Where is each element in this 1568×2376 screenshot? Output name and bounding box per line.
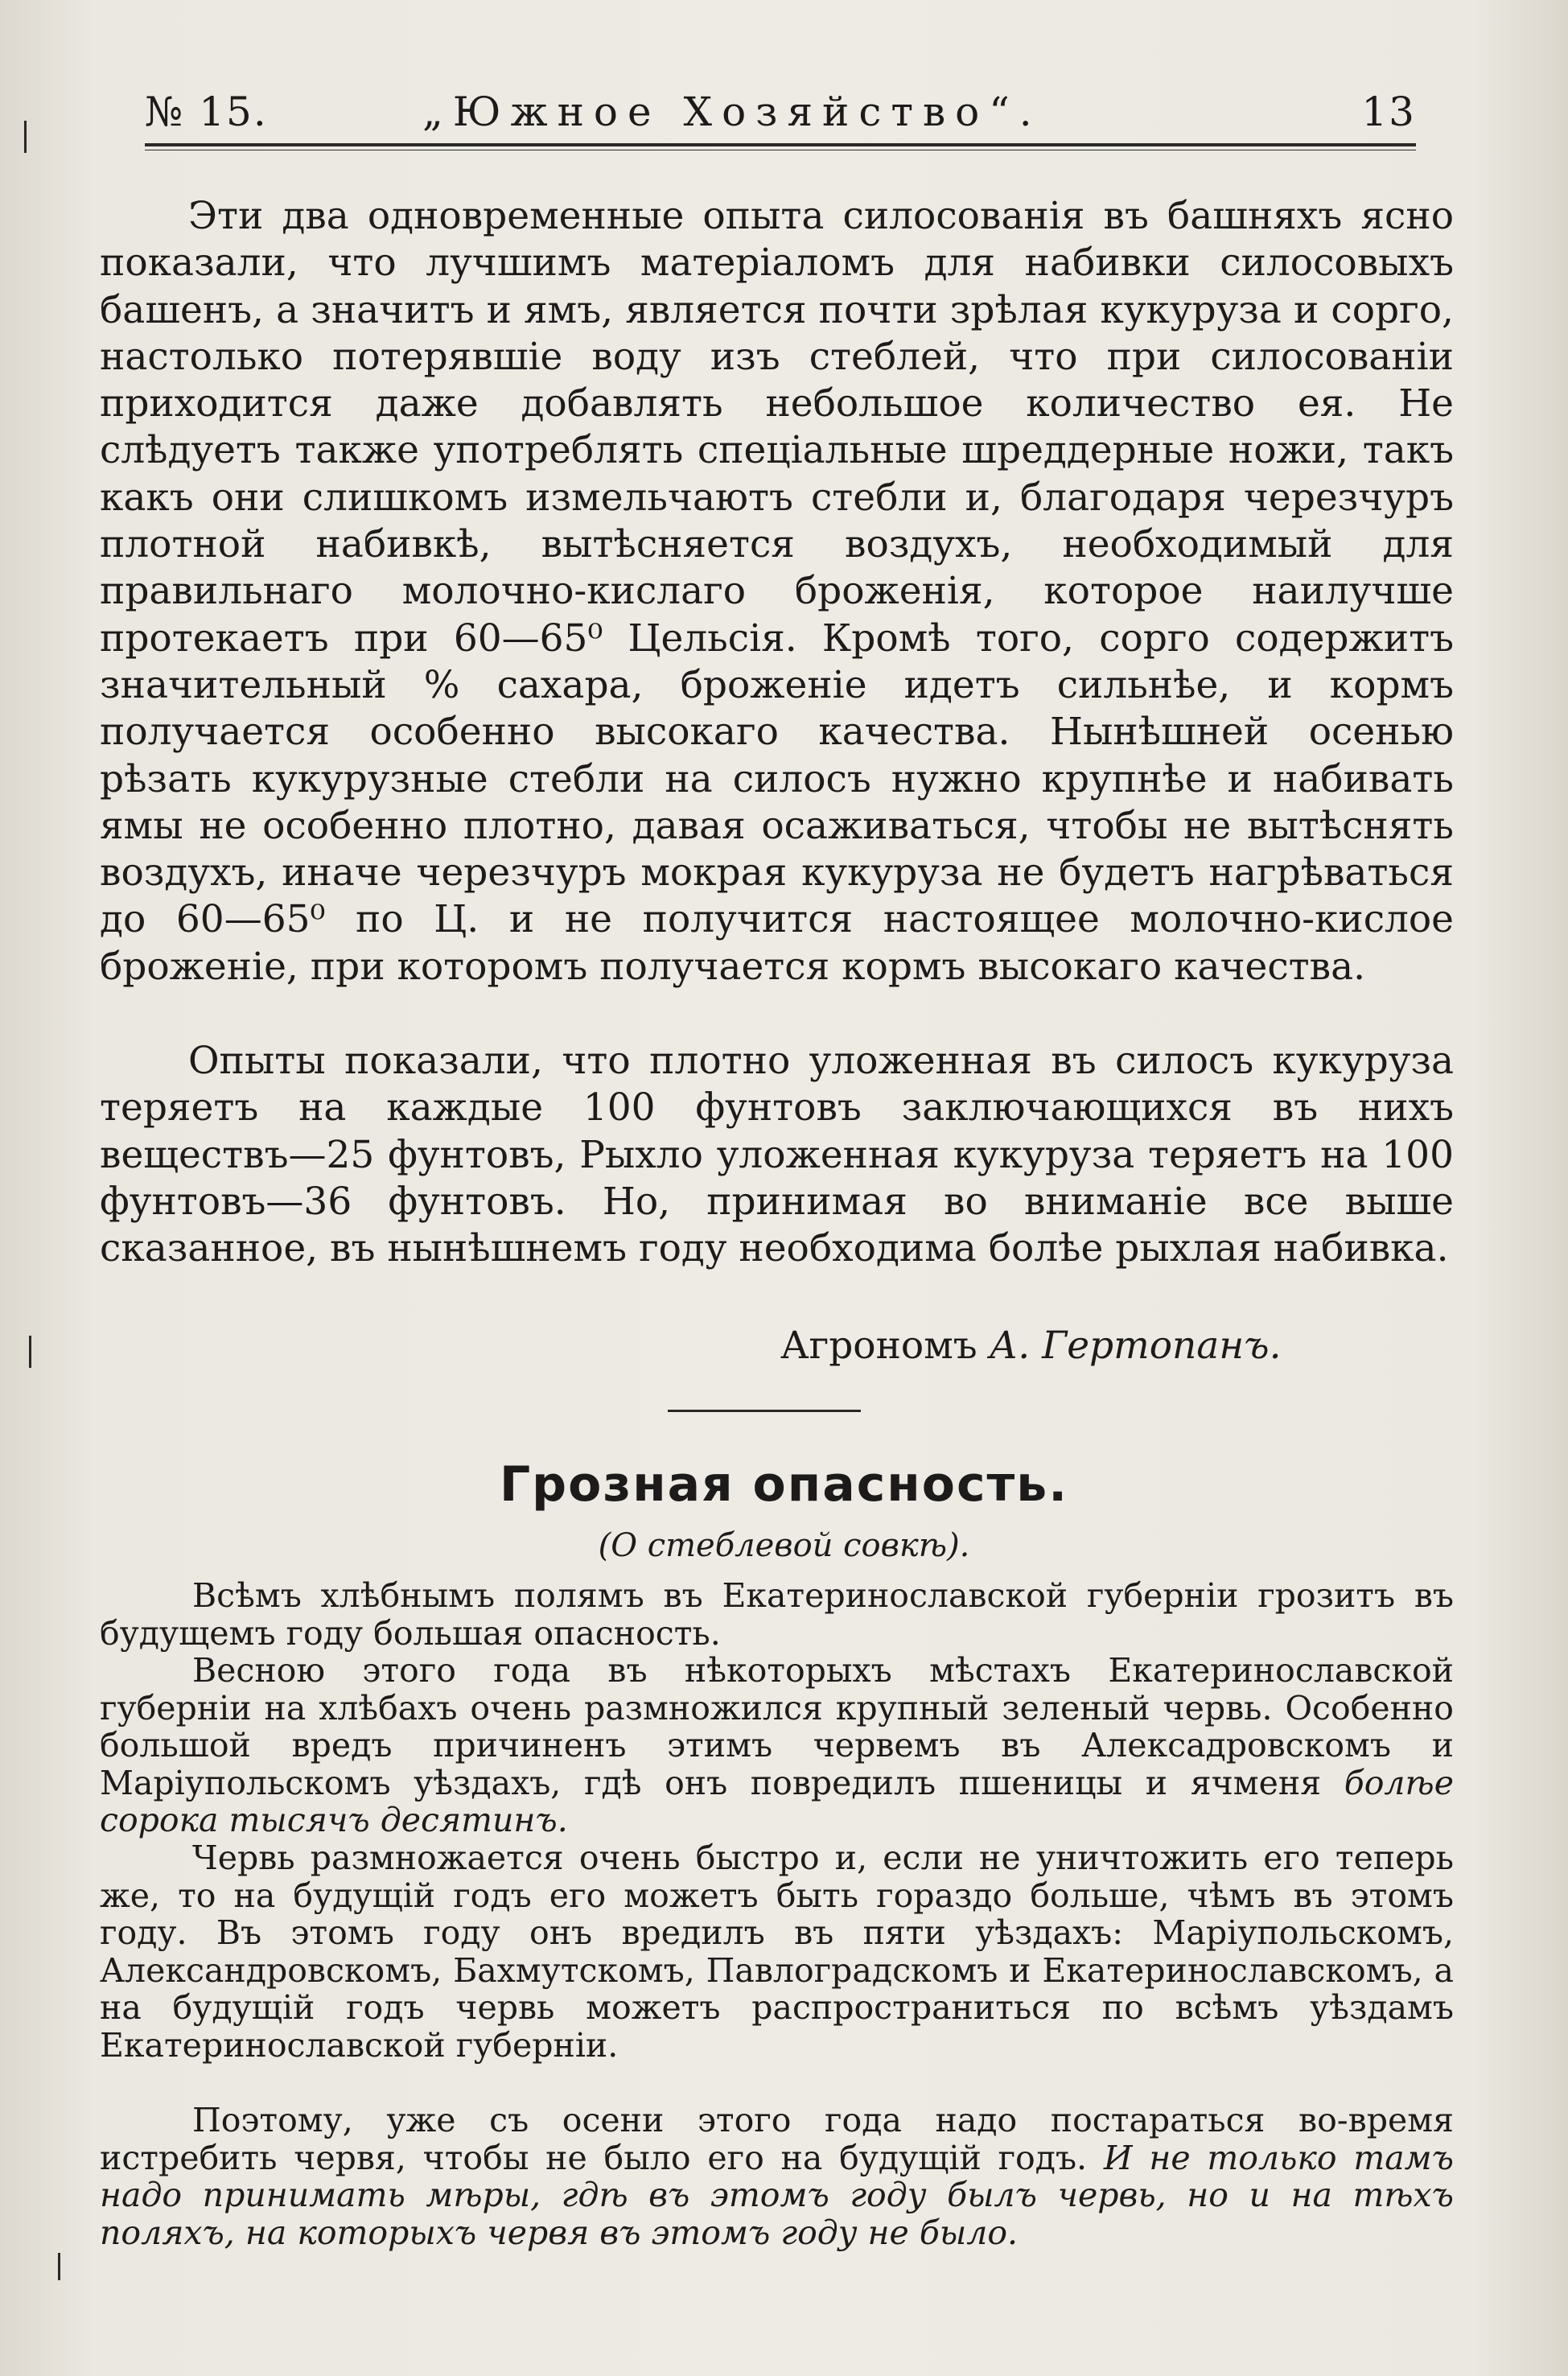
paragraph-emphasis: болѣе сорока тысячъ десятинъ. [100, 1763, 1454, 1840]
article2-title: Грозная опасность. [499, 1456, 1069, 1513]
author-signature [780, 1324, 1282, 1368]
page-header [145, 80, 1416, 137]
journal-title: „Южное Хозяйство“. [422, 89, 1042, 135]
issue-number: № 15. [145, 89, 268, 135]
article2-paragraph3: Червь размножается очень быстро и, если не уничтожить его теперь же, то на будущій годъ его можетъ быть гораздо больше, чѣмъ въ этомъ году. Въ этомъ году онъ вредилъ въ пяти уѣздахъ: Маріупольскомъ, Александровскомъ, Бахмутскомъ, Павлоградскомъ и Екатеринославскомъ, а на будущій годъ червь можетъ распространиться по всѣмъ уѣздамъ Екатеринославской губерніи. [100, 1839, 1454, 2065]
margin-mark [58, 2253, 60, 2280]
signature-name: А. Гертопанъ. [989, 1324, 1282, 1368]
header-rule [145, 143, 1416, 146]
page-number: 13 [1361, 89, 1416, 135]
margin-mark [29, 1336, 31, 1368]
margin-mark [24, 121, 27, 153]
paragraph-text: Поэтому, уже съ осени этого года надо постараться во-время истребить червя, чтобы не было его на будущій годъ. [100, 2101, 1454, 2177]
article1-paragraph1: Эти два одновременные опыта силосованія въ башняхъ ясно показали, что лучшимъ матеріаломъ для набивки силосовыхъ башенъ, а значитъ и ямъ, является почти зрѣлая кукуруза и сорго, настолько потерявшіе воду изъ стеблей, что при силосованіи приходится даже добавлять небольшое количество ея. Не слѣдуетъ также употреблять спеціальные шреддерные ножи, такъ какъ они слишкомъ измельчаютъ стебли и, благодаря черезчуръ плотной набивкѣ, вытѣсняется воздухъ, необходимый для правильнаго молочно-кислаго броженія, которое наилучше протекаетъ при 60—65⁰ Цельсія. Кромѣ того, сорго содержитъ значительный % сахара, броженіе идетъ сильнѣе, и кормъ получается особенно высокаго качества. Нынѣшней осенью рѣзать кукурузные стебли на силосъ нужно крупнѣе и набивать ямы не особенно плотно, давая осаживаться, чтобы не вытѣснять воздухъ, иначе черезчуръ мокрая кукуруза не будетъ нагрѣваться до 60—65⁰ по Ц. и не получится настоящее молочно-кислое броженіе, при которомъ получается кормъ высокаго качества. [100, 194, 1454, 989]
signature-role: Агрономъ [780, 1324, 977, 1368]
article2-paragraph2 [100, 1652, 1454, 1839]
article2-paragraph1: Всѣмъ хлѣбнымъ полямъ въ Екатеринославской губерніи грозитъ въ будущемъ году большая опасность. [100, 1576, 1454, 1653]
paragraph-text: Весною этого года въ нѣкоторыхъ мѣстахъ Екатеринославской губерніи на хлѣбахъ очень размножился крупный зеленый червь. Особенно большой вредъ причиненъ этимъ червемъ въ Алексадровскомъ и Маріупольскомъ уѣздахъ, гдѣ онъ повредилъ пшеницы и ячменя [100, 1651, 1454, 1802]
article1-paragraph2: Опыты показали, что плотно уложенная въ силосъ кукуруза теряетъ на каждые 100 фунтовъ заключающихся въ нихъ веществъ—25 фунтовъ, Рыхло уложенная кукуруза теряетъ на 100 фунтовъ—36 фунтовъ. Но, принимая во вниманіе все выше сказанное, въ нынѣшнемъ году необходима болѣе рыхлая набивка. [100, 1039, 1454, 1271]
section-divider [668, 1410, 861, 1412]
paragraph-emphasis: И не только тамъ надо принимать мѣры, гдѣ въ этомъ году былъ червь, но и на тѣхъ поляхъ, на которыхъ червя въ этомъ году не было. [100, 2138, 1454, 2252]
article2-paragraph4 [100, 2102, 1454, 2251]
article2-subtitle: (О стеблевой совкѣ). [598, 1527, 970, 1564]
